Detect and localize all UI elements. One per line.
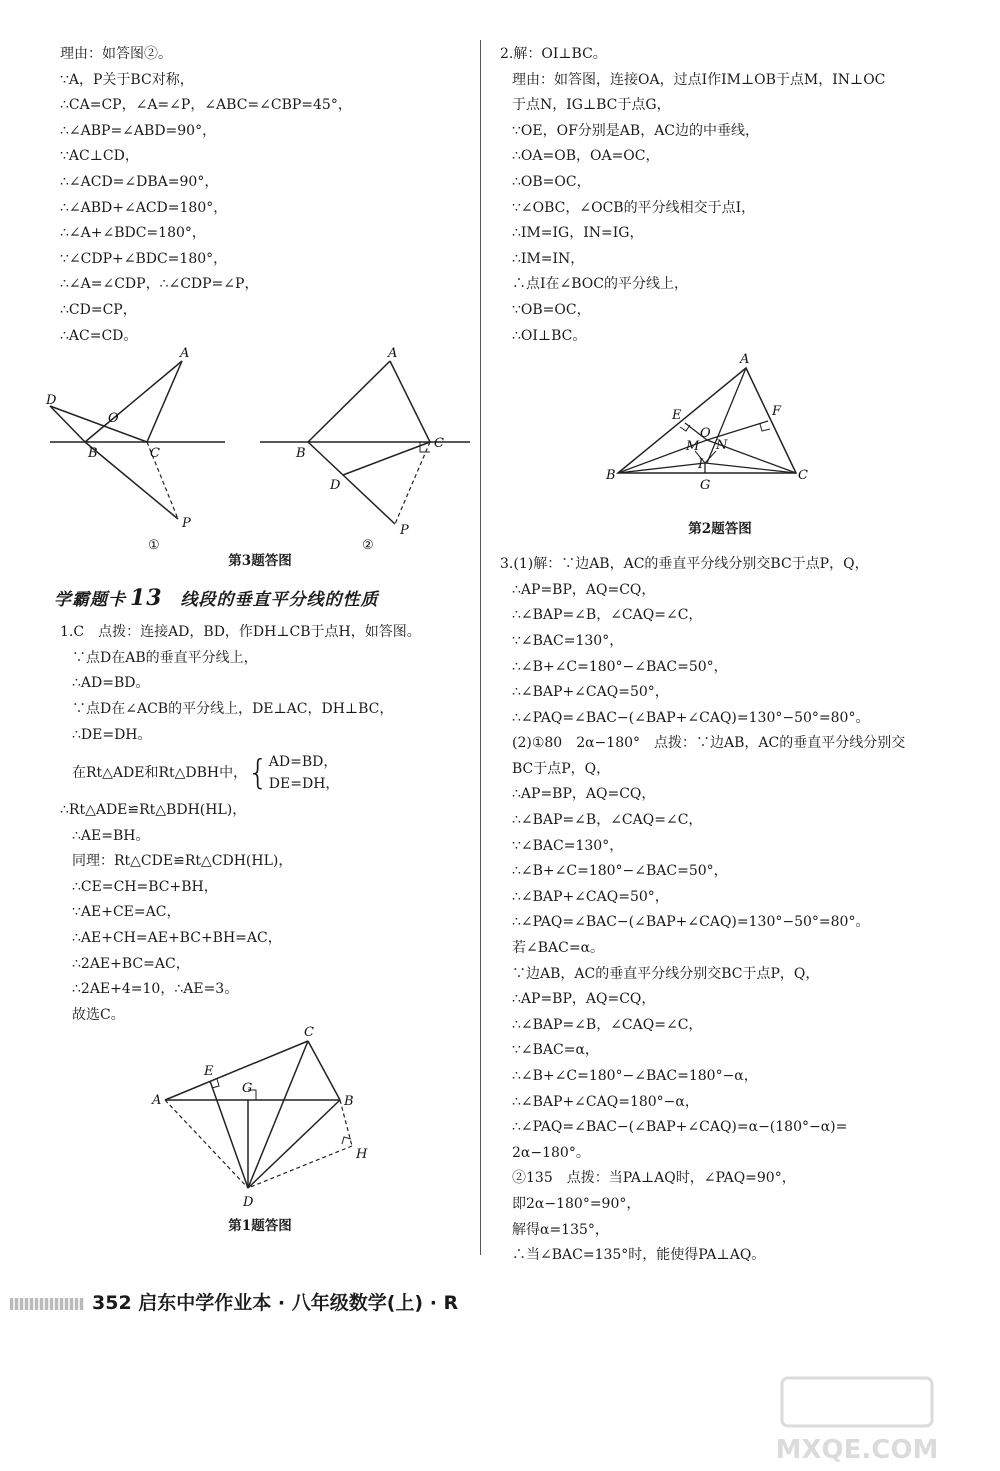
fig3-sub-1: ① <box>148 538 160 554</box>
fig3-label-P1: P <box>182 516 191 532</box>
brace-group: {AD=BD， DE=DH， <box>247 753 340 794</box>
fig3-label-A2: A <box>388 346 398 362</box>
right-q3-line: ∴∠BAP+∠CAQ=50°， <box>512 684 669 701</box>
fig1-label-D: D <box>243 1195 254 1211</box>
fig3-label-B2: B <box>296 446 306 462</box>
left-intro-line: ∵A，P关于BC对称， <box>60 71 194 88</box>
right-q3-line: ∴∠PAQ=∠BAC−(∠BAP+∠CAQ)=130°−50°=80°。 <box>512 914 870 931</box>
section-title <box>54 580 460 616</box>
right-q3-line: 2α−180°。 <box>512 1144 590 1161</box>
right-q2-line: ∴IM=IG，IN=IG， <box>512 225 644 242</box>
fig3-label-B1: B <box>88 446 98 462</box>
fig3-label-A1: A <box>180 346 190 362</box>
q3-block <box>500 552 940 1269</box>
right-q3-line: ∴AP=BP，AQ=CQ， <box>512 581 656 598</box>
right-q3-line: ∴∠BAP=∠B，∠CAQ=∠C， <box>512 1016 703 1033</box>
left-intro-line: ∴∠ABP=∠ABD=90°， <box>60 122 217 139</box>
left-q1-line: ∴AD=BD。 <box>72 675 150 692</box>
right-q3-line: ∵∠BAC=α， <box>512 1042 599 1059</box>
fig2-label-M: M <box>686 439 700 455</box>
fig1-label-C: C <box>304 1025 314 1041</box>
fig1-label-H: H <box>356 1147 368 1163</box>
figure-3-part-2 <box>260 346 470 553</box>
right-q2-line: ∴点I在∠BOC的平分线上， <box>512 276 688 293</box>
fig1-label-G: G <box>242 1081 253 1097</box>
right-q2-line: ∴OI⊥BC。 <box>512 327 587 344</box>
right-q3-line: 若∠BAC=α。 <box>512 940 605 957</box>
left-q1-line: ∵点D在∠ACB的平分线上，DE⊥AC，DH⊥BC， <box>72 700 394 717</box>
right-q3-line: ∴∠B+∠C=180°−∠BAC=50°， <box>512 658 728 675</box>
fig2-label-N: N <box>716 438 728 454</box>
right-q3-line: ∴AP=BP，AQ=CQ， <box>512 991 656 1008</box>
q1-brace-line <box>60 748 460 798</box>
right-q3-line: ∴∠B+∠C=180°−∠BAC=50°， <box>512 863 728 880</box>
left-intro-line: ∴CD=CP， <box>60 301 137 318</box>
left-intro-line: ∴∠ABD+∠ACD=180°， <box>60 199 228 216</box>
left-q1b-line: ∴AE+CH=AE+BC+BH=AC， <box>72 930 282 947</box>
right-q3-line: ∴∠BAP=∠B，∠CAQ=∠C， <box>512 607 703 624</box>
left-q1b-line: ∴CE=CH=BC+BH， <box>72 878 218 895</box>
left-intro-line: ∵∠CDP+∠BDC=180°， <box>60 250 228 267</box>
fig2-label-A: A <box>740 352 750 368</box>
right-q3-line: ∴∠PAQ=∠BAC−(∠BAP+∠CAQ)=α−(180°−α)= <box>512 1119 848 1136</box>
section-number: 13 <box>130 585 163 612</box>
fig2-label-F: F <box>772 404 782 420</box>
figure-3 <box>46 346 470 554</box>
fig3-label-P2: P <box>400 523 409 539</box>
right-column <box>500 42 940 1269</box>
right-q3-line: 解得α=135°， <box>512 1221 609 1238</box>
fig3-label-C1: C <box>150 446 160 462</box>
watermark-site: MXQE.COM <box>775 1435 939 1465</box>
right-q2-line: 理由：如答图，连接OA，过点I作IM⊥OB于点M，IN⊥OC <box>512 71 886 88</box>
footer-decoration <box>10 1298 84 1310</box>
brace-line-2: DE=DH， <box>268 776 340 793</box>
fig1-label-E: E <box>204 1064 214 1080</box>
left-q1-line: 1.C 点拨：连接AD，BD，作DH⊥CB于点H，如答图。 <box>60 624 421 641</box>
right-q3-line: ∴∠PAQ=∠BAC−(∠BAP+∠CAQ)=130°−50°=80°。 <box>512 709 870 726</box>
right-q2-line: ∴OA=OB，OA=OC， <box>512 148 660 165</box>
book-title: 启东中学作业本 · 八年级数学(上) · R <box>138 1292 459 1314</box>
right-q3-line: ∴∠BAP+∠CAQ=180°−α， <box>512 1093 699 1110</box>
right-q2-line: 于点N，IG⊥BC于点G， <box>512 97 671 114</box>
q2-block <box>500 42 940 349</box>
section-name: 线段的垂直平分线的性质 <box>180 590 379 611</box>
right-q3-line: ∴当∠BAC=135°时，能使得PA⊥AQ。 <box>512 1247 766 1264</box>
figure-2 <box>500 352 940 510</box>
right-q2-line: ∵OB=OC， <box>512 301 591 318</box>
left-intro-line: ∴AC=CD。 <box>60 327 138 344</box>
right-q3-line: ∴∠B+∠C=180°−∠BAC=180°−α， <box>512 1068 758 1084</box>
fig2-label-I: I <box>698 457 704 473</box>
left-column <box>46 42 460 1239</box>
fig2-label-B: B <box>606 468 616 484</box>
page-number: 352 <box>92 1292 132 1314</box>
left-q1b-line: ∴Rt△ADE≌Rt△BDH(HL)， <box>60 802 247 819</box>
left-q1-line: ∴DE=DH。 <box>72 726 152 743</box>
left-intro-line: ∴∠A=∠CDP，∴∠CDP=∠P， <box>60 276 259 293</box>
figure-3-part-1 <box>45 346 225 553</box>
fig2-label-G: G <box>700 478 711 494</box>
q1-block-2 <box>60 798 460 1028</box>
figure-2-caption: 第2题答图 <box>688 521 752 538</box>
right-q3-line: ∴∠BAP+∠CAQ=50°， <box>512 888 669 905</box>
left-intro-line: 理由：如答图②。 <box>60 46 172 62</box>
page-footer <box>10 1288 458 1315</box>
right-q3-line: ②135 点拨：当PA⊥AQ时，∠PAQ=90°， <box>512 1170 796 1187</box>
right-q2-line: ∵∠OBC，∠OCB的平分线相交于点I， <box>512 199 756 216</box>
left-q1b-line: ∴AE=BH。 <box>72 827 150 844</box>
section-prefix: 学霸题卡 <box>54 590 126 611</box>
left-q1b-line: 同理：Rt△CDE≌Rt△CDH(HL)， <box>72 853 293 870</box>
left-q1b-line: ∵AE+CE=AC， <box>72 904 181 921</box>
fig3-sub-2: ② <box>362 538 374 554</box>
brace-lead: 在Rt△ADE和Rt△DBH中， <box>72 765 248 782</box>
figure-1-caption: 第1题答图 <box>228 1218 292 1235</box>
fig1-label-A: A <box>152 1093 162 1109</box>
left-intro-line: ∵AC⊥CD， <box>60 148 139 165</box>
right-q2-line: 2.解：OI⊥BC。 <box>500 46 607 62</box>
left-q1-line: ∵点D在AB的垂直平分线上， <box>72 649 258 666</box>
right-q2-line: ∴IM=IN， <box>512 250 585 267</box>
right-q3-line: ∴AP=BP，AQ=CQ， <box>512 786 656 803</box>
right-q3-line: ∵边AB，AC的垂直平分线分别交BC于点P，Q， <box>512 965 820 982</box>
fig3-label-C2: C <box>434 436 444 452</box>
right-q2-line: ∵OE，OF分别是AB，AC边的中垂线， <box>512 122 760 139</box>
right-q3-line: 即2α−180°=90°， <box>512 1195 641 1212</box>
left-q1b-line: ∴2AE+4=10，∴AE=3。 <box>72 981 239 998</box>
left-intro-line: ∴∠A+∠BDC=180°， <box>60 225 206 242</box>
fig3-label-D2: D <box>330 478 341 494</box>
left-q1b-line: 故选C。 <box>72 1006 125 1023</box>
brace-line-1: AD=BD， <box>268 754 338 771</box>
fig2-label-O: O <box>700 426 711 442</box>
site-watermark-logo <box>742 1376 972 1466</box>
q3-reasoning-block <box>60 42 460 349</box>
column-divider <box>480 40 481 1255</box>
fig3-label-D1: D <box>46 393 57 409</box>
fig2-label-C: C <box>798 468 808 484</box>
right-q3-line: ∵∠BAC=130°， <box>512 837 624 854</box>
figure-1 <box>60 1025 460 1213</box>
left-intro-line: ∴∠ACD=∠DBA=90°， <box>60 173 219 190</box>
fig1-label-B: B <box>344 1094 354 1110</box>
fig3-label-O1: O <box>108 411 119 427</box>
fig2-label-E: E <box>672 408 682 424</box>
q1-block <box>60 620 460 748</box>
left-q1b-line: ∴2AE+BC=AC， <box>72 955 190 972</box>
figure-3-caption: 第3题答图 <box>228 553 292 570</box>
right-q3-line: 3.(1)解：∵边AB，AC的垂直平分线分别交BC于点P，Q， <box>500 556 869 573</box>
right-q3-line: BC于点P，Q， <box>512 760 611 777</box>
left-intro-line: ∴CA=CP，∠A=∠P，∠ABC=∠CBP=45°， <box>60 97 352 114</box>
right-q3-line: (2)①80 2α−180° 点拨：∵边AB，AC的垂直平分线分别交 <box>512 735 906 752</box>
right-q3-line: ∵∠BAC=130°， <box>512 632 624 649</box>
right-q2-line: ∴OB=OC， <box>512 173 591 190</box>
right-q3-line: ∴∠BAP=∠B，∠CAQ=∠C， <box>512 812 703 829</box>
